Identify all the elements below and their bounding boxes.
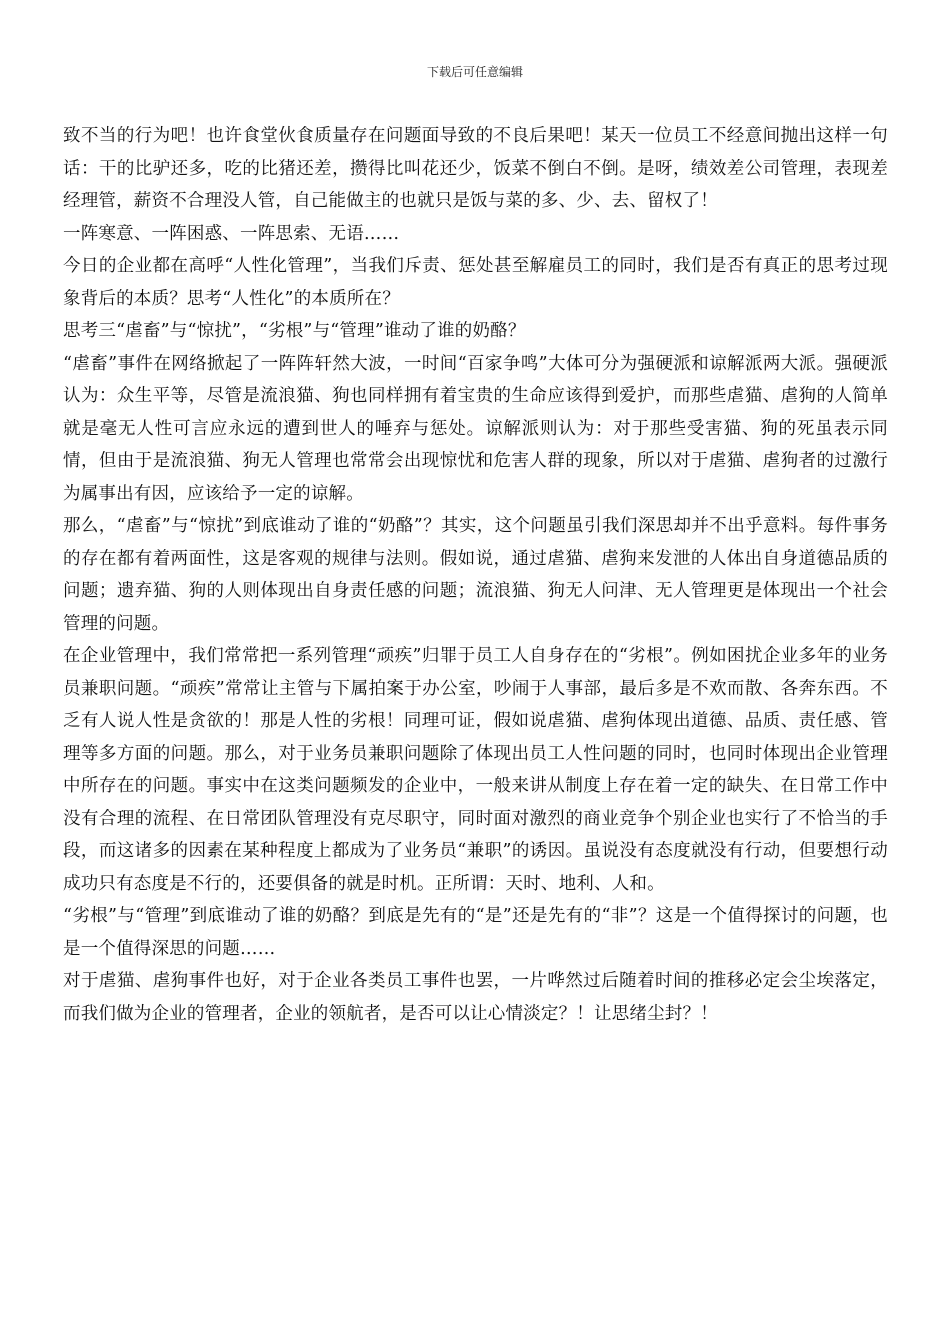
- section-heading: 思考三“虐畜”与“惊扰”，“劣根”与“管理”谁动了谁的奶酪？: [63, 321, 526, 341]
- document-body: [63, 120, 888, 1030]
- paragraph-5: “虐畜”事件在网络掀起了一阵阵轩然大波，一时间“百家争鸣”大体可分为强硬派和谅解派两大派。强硬派认为：众生平等，尽管是流浪猫、狗也同样拥有着宝贵的生命应该得到爱护，而那些虐猫、虐狗的人简单就是毫无人性可言应永远的遭到世人的唾弃与惩处。谅解派则认为：对于那些受害猫、狗的死虽表示同情，但由于是流浪猫、狗无人管理也常常会出现惊忧和危害人群的现象，所以对于虐猫、虐狗者的过激行为属事出有因，应该给予一定的谅解。: [63, 353, 888, 504]
- paragraph-9: 对于虐猫、虐狗事件也好，对于企业各类员工事件也罢，一片哗然过后随着时间的推移必定会尘埃落定，而我们做为企业的管理者，企业的领航者，是否可以让心情淡定？！让思绪尘封？！: [63, 971, 888, 1024]
- paragraph-8: “劣根”与“管理”到底谁动了谁的奶酪？到底是先有的“是”还是先有的“非”？这是一个值得探讨的问题，也是一个值得深思的问题……: [63, 906, 888, 959]
- paragraph-1: 致不当的行为吧！也许食堂伙食质量存在问题面导致的不良后果吧！某天一位员工不经意间抛出这样一句话：干的比驴还多，吃的比猪还差，攒得比叫花还少，饭菜不倒白不倒。是呀，绩效差公司管理，表现差经理管，薪资不合理没人管，自己能做主的也就只是饭与菜的多、少、去、留权了！: [63, 126, 888, 211]
- paragraph-2: 一阵寒意、一阵困惑、一阵思索、无语……: [63, 223, 400, 244]
- paragraph-7: 在企业管理中，我们常常把一系列管理“顽疾”归罪于员工人自身存在的“劣根”。例如困扰企业多年的业务员兼职问题。“顽疾”常常让主管与下属拍案于办公室，吵闹于人事部，最后多是不欢而散、各奔东西。不乏有人说人性是贪欲的！那是人性的劣根！同理可证，假如说虐猫、虐狗体现出道德、品质、责任感、管理等多方面的问题。那么，对于业务员兼职问题除了体现出员工人性问题的同时，也同时体现出企业管理中所存在的问题。事实中在这类问题频发的企业中，一般来讲从制度上存在着一定的缺失、在日常工作中没有合理的流程、在日常团队管理没有克尽职守，同时面对激烈的商业竞争个别企业也实行了不恰当的手段，而这诸多的因素在某种程度上都成为了业务员“兼职”的诱因。虽说没有态度就没有行动，但要想行动成功只有态度是不行的，还要俱备的就是时机。正所谓：天时、地利、人和。: [63, 646, 888, 894]
- page-header: 下载后可任意编辑: [426, 65, 523, 79]
- paragraph-6: 那么，“虐畜”与“惊扰”到底谁动了谁的“奶酪”？其实，这个问题虽引我们深思却并不出乎意料。每件事务的存在都有着两面性，这是客观的规律与法则。假如说，通过虐猫、虐狗来发泄的人体出自身道德品质的问题；遗弃猫、狗的人则体现出自身责任感的问题；流浪猫、狗无人问津、无人管理更是体现出一个社会管理的问题。: [63, 516, 888, 634]
- paragraph-3: 今日的企业都在高呼“人性化管理”，当我们斥责、惩处甚至解雇员工的同时，我们是否有真正的思考过现象背后的本质？思考“人性化”的本质所在？: [63, 256, 888, 309]
